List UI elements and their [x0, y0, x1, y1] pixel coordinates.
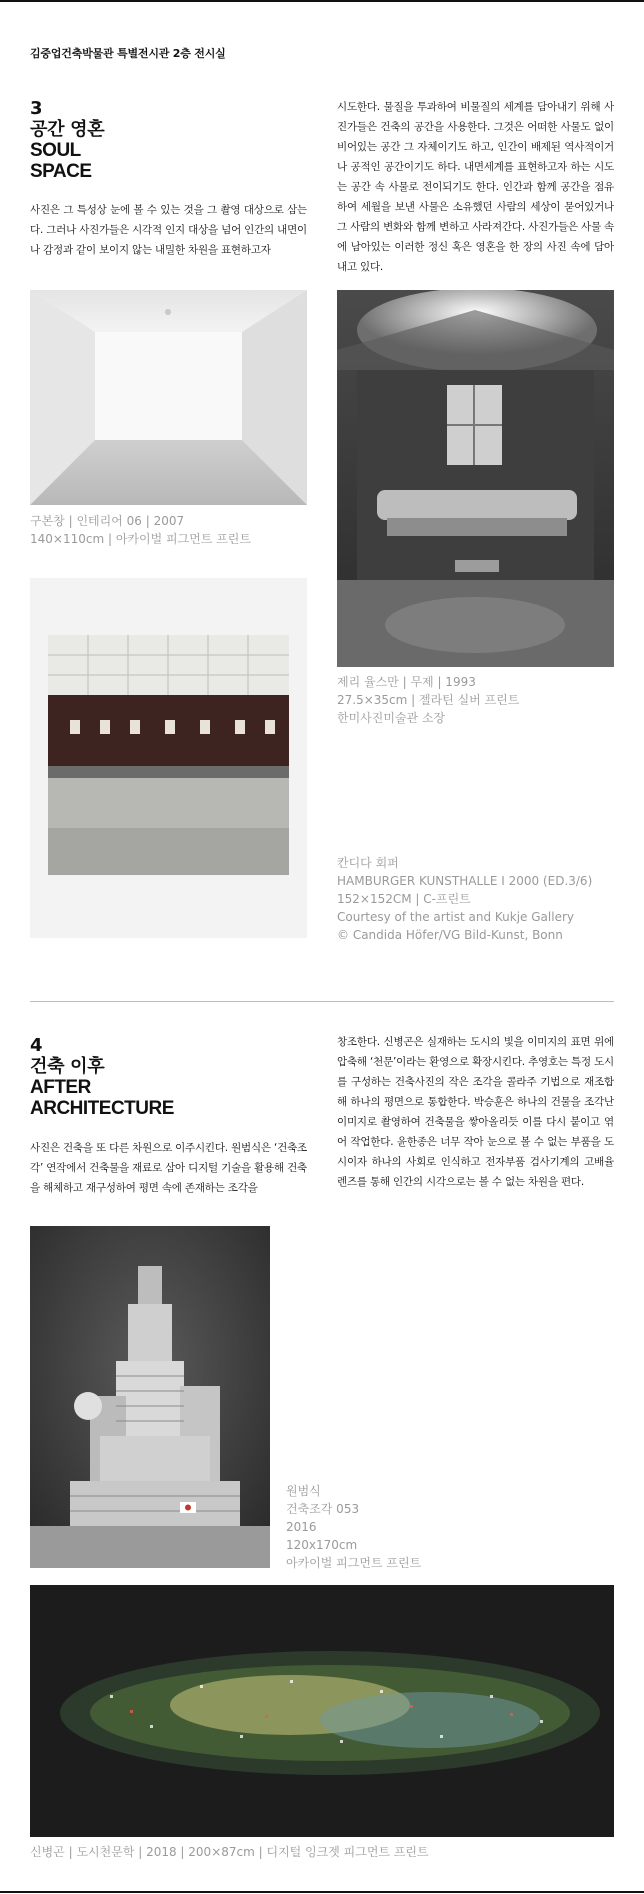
- photo-untitled-1993: [337, 290, 614, 667]
- section-heading: [30, 1035, 174, 1119]
- photo-hamburger-kunsthalle: [30, 578, 307, 938]
- photo-architectural-sculpture-053: [30, 1226, 270, 1568]
- section-text-right: 창조한다. 신병곤은 실재하는 도시의 빛을 이미지의 표면 위에 압축해 ‘천문’이라는 환영으로 확장시킨다. 추영호는 특정 도시를 구성하는 건축사진의 작은 조각을 콜라주 기법으로 재조합해 하나의 평면으로 통합한다. 박승훈은 하나의 건물을 조각난 이미지로 촬영하여 건축물을 쌓아올리듯 이를 다시 붙이고 엮어 작업한다. 윤한종은 너무 작아 눈으로 볼 수 없는 부품을 도시이자 하나의 사회로 인식하고 전자부품 검사기계의 고배율 렌즈를 통해 인간의 시각으로는 볼 수 없는 차원을 편다.: [337, 1036, 614, 1188]
- photo-interior-06: [30, 290, 307, 505]
- section-text-left: 사진은 건축을 또 다른 차원으로 이주시킨다. 원범식은 ‘건축조각’ 연작에서 건축물을 재료로 삼아 디지털 기술을 활용해 건축을 해체하고 재구성하여 평면 속에 존재하는 조각을: [30, 1142, 307, 1194]
- work-caption: 제리 율스만 | 무제 | 1993 27.5×35cm | 젤라틴 실버 프린트 한미사진미술관 소장: [337, 675, 520, 725]
- section-text-left: 사진은 그 특성상 눈에 볼 수 있는 것을 그 촬영 대상으로 삼는다. 그러나 사진가들은 시각적 인지 대상을 넘어 인간의 내면이나 감정과 같이 보이지 않는 내밀한 차원을 표현하고자: [30, 204, 307, 256]
- section-number: 4: [30, 1035, 43, 1056]
- section-number: 3: [30, 98, 43, 119]
- section-title-ko: 건축 이후: [30, 1056, 105, 1077]
- venue-label: 김중업건축박물관 특별전시관 2층 전시실: [30, 47, 226, 60]
- section-title-en: AFTER: [30, 1077, 91, 1098]
- work-caption: 신병곤 | 도시천문학 | 2018 | 200×87cm | 디지털 잉크젯 피그먼트 프린트: [30, 1845, 429, 1859]
- section-text-right: 시도한다. 물질을 투과하여 비물질의 세계를 담아내기 위해 사진가들은 건축의 공간을 사용한다. 그것은 어떠한 사물도 없이 비어있는 공간 그 자체이기도 하고, 인간이 배제된 역사적이거나 공적인 공간이기도 하다. 내면세계를 표현하고자 하는 시도는 공간 속 사물로 전이되기도 한다. 인간과 함께 공간을 점유하여 세월을 보낸 사물은 소유했던 사람의 세상이 묻어있거나 그 사람의 변화와 함께 변하고 사라져간다. 사진가들은 사물 속에 남아있는 이러한 정신 혹은 영혼을 한 장의 사진 속에 담아내고 있다.: [337, 101, 614, 273]
- work-caption: 원범식 건축조각 053 2016 120x170cm 아카이벌 피그먼트 프린트: [286, 1484, 422, 1570]
- section-title-ko: 공간 영혼: [30, 119, 105, 140]
- top-rule: [0, 0, 644, 2]
- photo-urban-astronomy: [30, 1585, 614, 1837]
- section-title-en: ARCHITECTURE: [30, 1098, 174, 1119]
- section-heading: [30, 98, 104, 182]
- section-title-en: SOUL: [30, 140, 81, 161]
- bottom-rule: [0, 1891, 644, 1893]
- section-title-en: SPACE: [30, 161, 92, 182]
- section-divider: [30, 1001, 614, 1002]
- work-caption: 칸디다 회퍼 HAMBURGER KUNSTHALLE Ⅰ 2000 (ED.3/6) 152×152CM | C-프린트 Courtesy of the artist and Kukje Gallery © Candida Höfer/VG Bild-Kunst, Bonn: [337, 856, 593, 942]
- work-caption: 구본창 | 인테리어 06 | 2007 140×110cm | 아카이벌 피그먼트 프린트: [30, 514, 251, 546]
